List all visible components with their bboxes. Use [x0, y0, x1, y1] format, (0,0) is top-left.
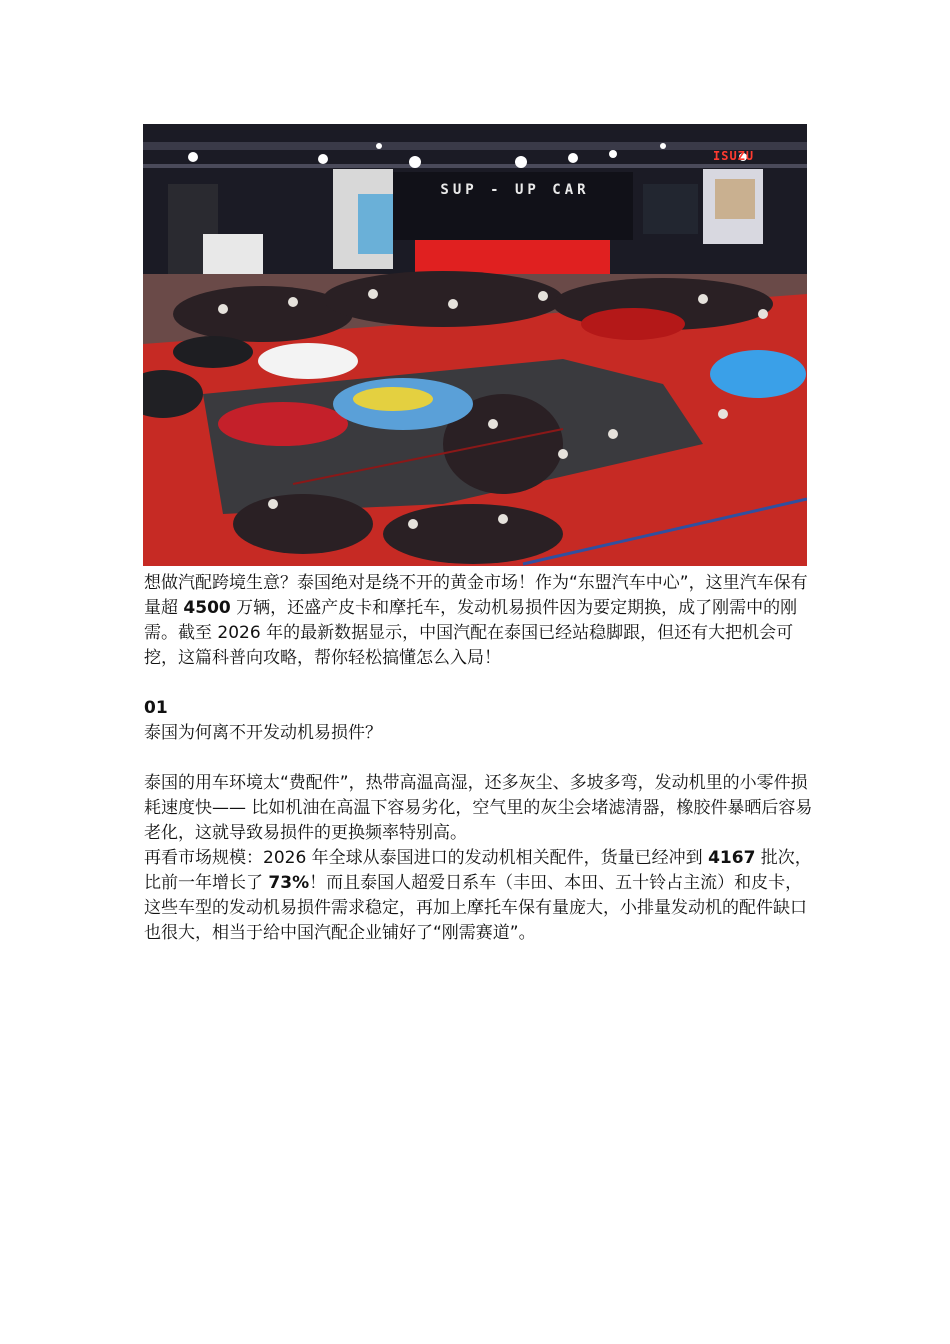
para2-highlight-73: 73%	[268, 873, 310, 893]
intro-text-2: 万辆，还盛产皮卡和摩托车，发动机易损件因为要定期换，成了刚需中的刚需。截至 2026 年的最新数据显示，中国汽配在泰国已经站稳脚跟，但还有大把机会可挖，这篇科普向攻略，帮你轻松搞懂怎么入局！	[144, 598, 798, 668]
para2-text-3: ！而且泰国人超爱日系车（丰田、本田、五十铃占主流）和皮卡，这些车型的发动机易损件需求稳定，再加上摩托车保有量庞大，小排量发动机的配件缺口也很大，相当于给中国汽配企业铺好了“刚需赛道”。	[144, 873, 807, 943]
para2-text-2: 批次，比前一年增长了	[144, 848, 812, 893]
para2-text-1: 再看市场规模：2026 年全球从泰国进口的发动机相关配件，货量已经冲到	[144, 848, 709, 868]
body-paragraph-1: 泰国的用车环境太“费配件”，热带高温高湿，还多灰尘、多坡多弯，发动机里的小零件损耗速度快—— 比如机油在高温下容易劣化，空气里的灰尘会堵滤清器，橡胶件暴晒后容易老化，这就导致易损件的更换频率特别高。	[144, 773, 813, 843]
isuzu-sign-text: ISUZU	[713, 149, 755, 163]
para2-highlight-4167: 4167	[708, 848, 756, 868]
intro-highlight-4500: 4500	[183, 598, 231, 618]
section-title: 泰国为何离不开发动机易损件？	[144, 723, 382, 743]
body-paragraph-2	[144, 846, 814, 946]
booth-sign-text: SUP - UP CAR	[440, 182, 590, 198]
intro-paragraph	[144, 571, 814, 671]
car-expo-photo	[143, 124, 807, 566]
spacer	[144, 671, 814, 696]
spacer	[144, 746, 814, 771]
article-body	[144, 571, 814, 946]
intro-text-1: 想做汽配跨境生意？泰国绝对是绕不开的黄金市场！作为“东盟汽车中心”，这里汽车保有量超	[144, 573, 808, 618]
photo-illustration	[143, 124, 807, 566]
section-number: 01	[144, 698, 168, 718]
